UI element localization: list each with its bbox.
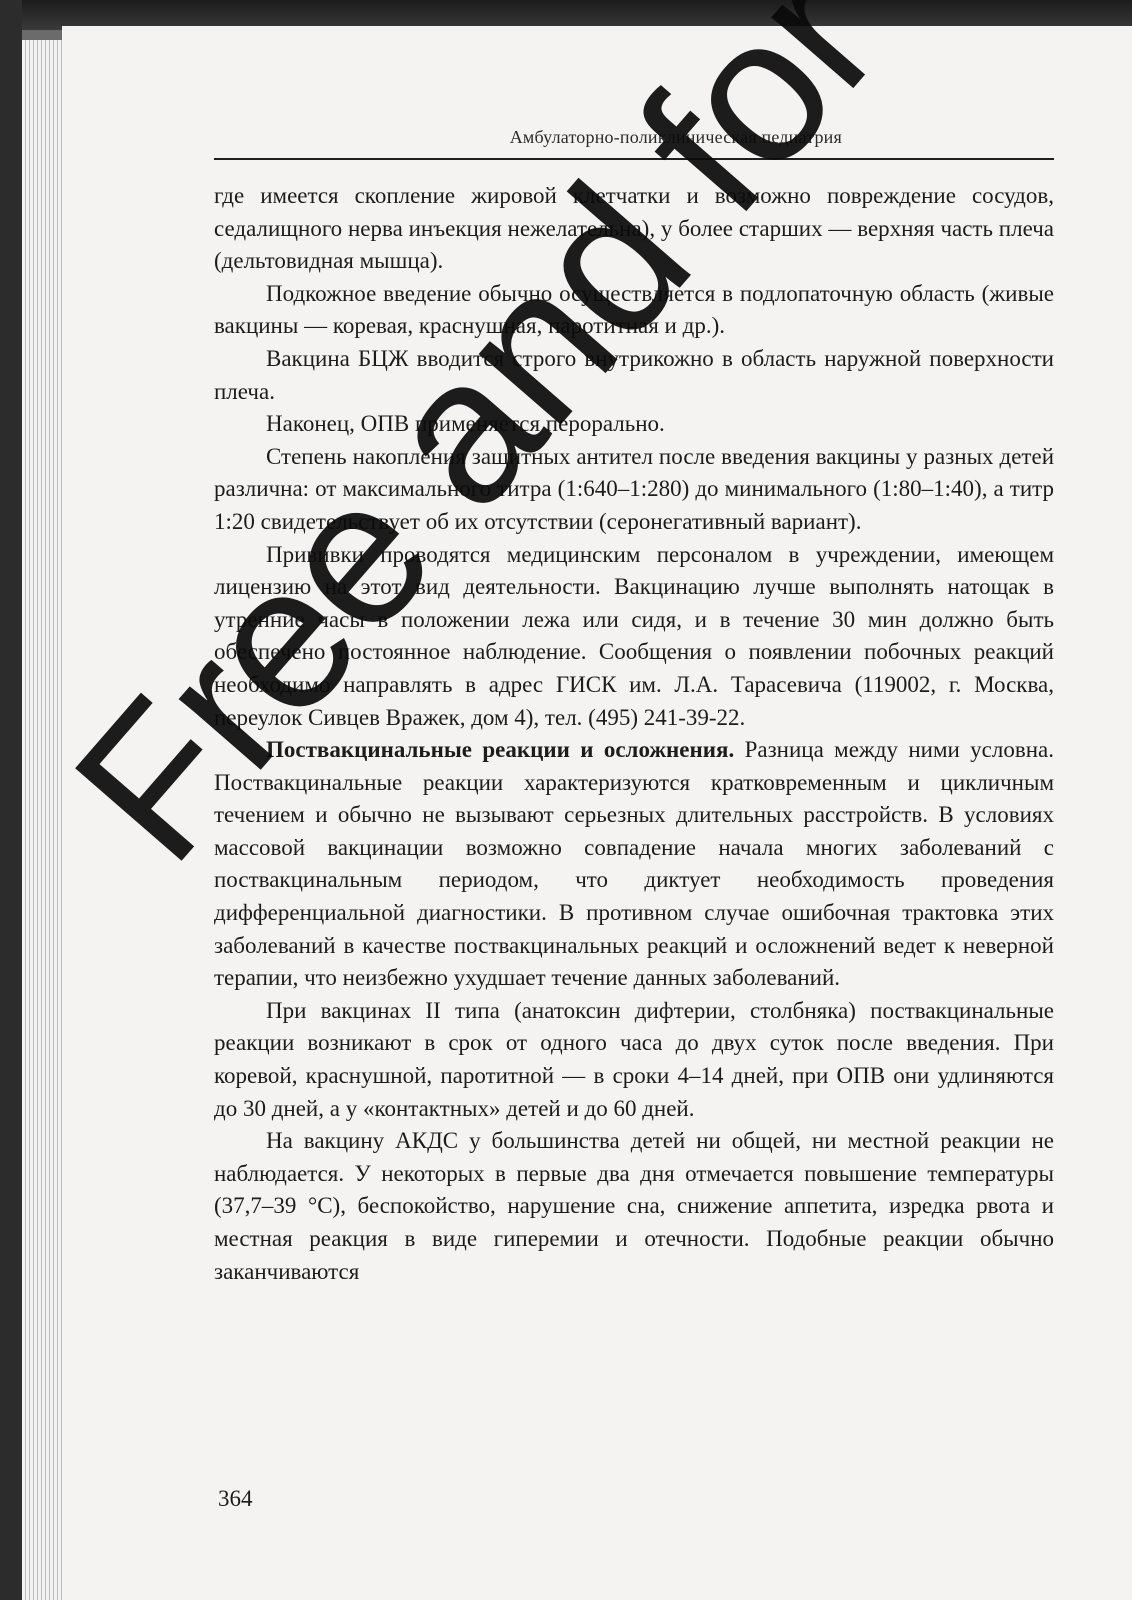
paragraph-9: На вакцину АКДС у большинства детей ни общей, ни местной реакции не наблюдается. У некоторых в первые два дня отмечается повышение температуры (37,7–39 °С), беспокойство, нарушение сна, снижение аппетита, изредка рвота и местная реакция в виде гиперемии и отечности. Подобные реакции обычно заканчиваются: [214, 1128, 1054, 1284]
running-header: [214, 118, 1054, 160]
scan-dark-left-edge: [0, 0, 22, 1600]
body-text: [214, 180, 1054, 1288]
paragraph-8: При вакцинах II типа (анатоксин дифтерии, столбняка) поствакцинальные реакции возникают в срок от одного часа до двух суток после введения. При коревой, краснушной, паротитной — в сроки 4–14 дней, при ОПВ они удлиняются до 30 дней, а у «контактных» детей и до 60 дней.: [214, 997, 1054, 1121]
paragraph-3: Вакцина БЦЖ вводится строго внутрикожно в область наружной поверхности плеча.: [214, 345, 1054, 404]
paragraph-4: Наконец, ОПВ применяется перорально.: [266, 411, 665, 437]
watermark-text: Free and for: [30, 0, 921, 903]
page-number: 364: [218, 1486, 253, 1511]
paragraph-1: где имеется скопление жировой клетчатки и возможно повреждение сосудов, седалищного нерва инъекция нежелательна), у более старших — верхняя часть плеча (дельтовидная мышца).: [214, 183, 1054, 274]
paragraph-2: Подкожное введение обычно осуществляется в подлопаточную область (живые вакцины — коревая, краснушная, паротитная и др.).: [214, 280, 1054, 339]
running-header-title: Амбулаторно-поликлиническая педиатрия: [509, 127, 842, 147]
section-heading: Поствакцинальные реакции и осложнения.: [266, 737, 735, 763]
paragraph-6: Прививки проводятся медицинским персоналом в учреждении, имеющем лицензию на этот вид деятельности. Вакцинацию лучше выполнять натощак в утренние часы в положении лежа или сидя, и в течение 30 мин должно быть обеспечено постоянное наблюдение. Сообщения о появлении побочных реакций необходимо направлять в адрес ГИСК им. Л.А. Тарасевича (119002, г. Москва, переулок Сивцев Вражек, дом 4), тел. (495) 241-39-22.: [214, 541, 1054, 730]
paragraph-7: [214, 734, 1054, 995]
paragraph-5: Степень накопления защитных антител после введения вакцины у разных детей различна: от максимального титра (1:640–1:280) до минимального (1:80–1:40), а титр 1:20 свидетельствует об их отсутствии (серонегативный вариант).: [214, 443, 1054, 534]
paragraph-7-text: Разница между ними условна. Поствакцинальные реакции характеризуются кратковременным и цикличным течением и обычно не вызывают серьезных длительных расстройств. В условиях массовой вакцинации возможно совпадение начала многих заболеваний с поствакцинальным периодом, что диктует необходимость проведения дифференциальной диагностики. В противном случае ошибочная трактовка этих заболеваний в качестве поствакцинальных реакций и осложнений ведет к неверной терапии, что неизбежно ухудшает течение данных заболеваний.: [214, 737, 1054, 991]
